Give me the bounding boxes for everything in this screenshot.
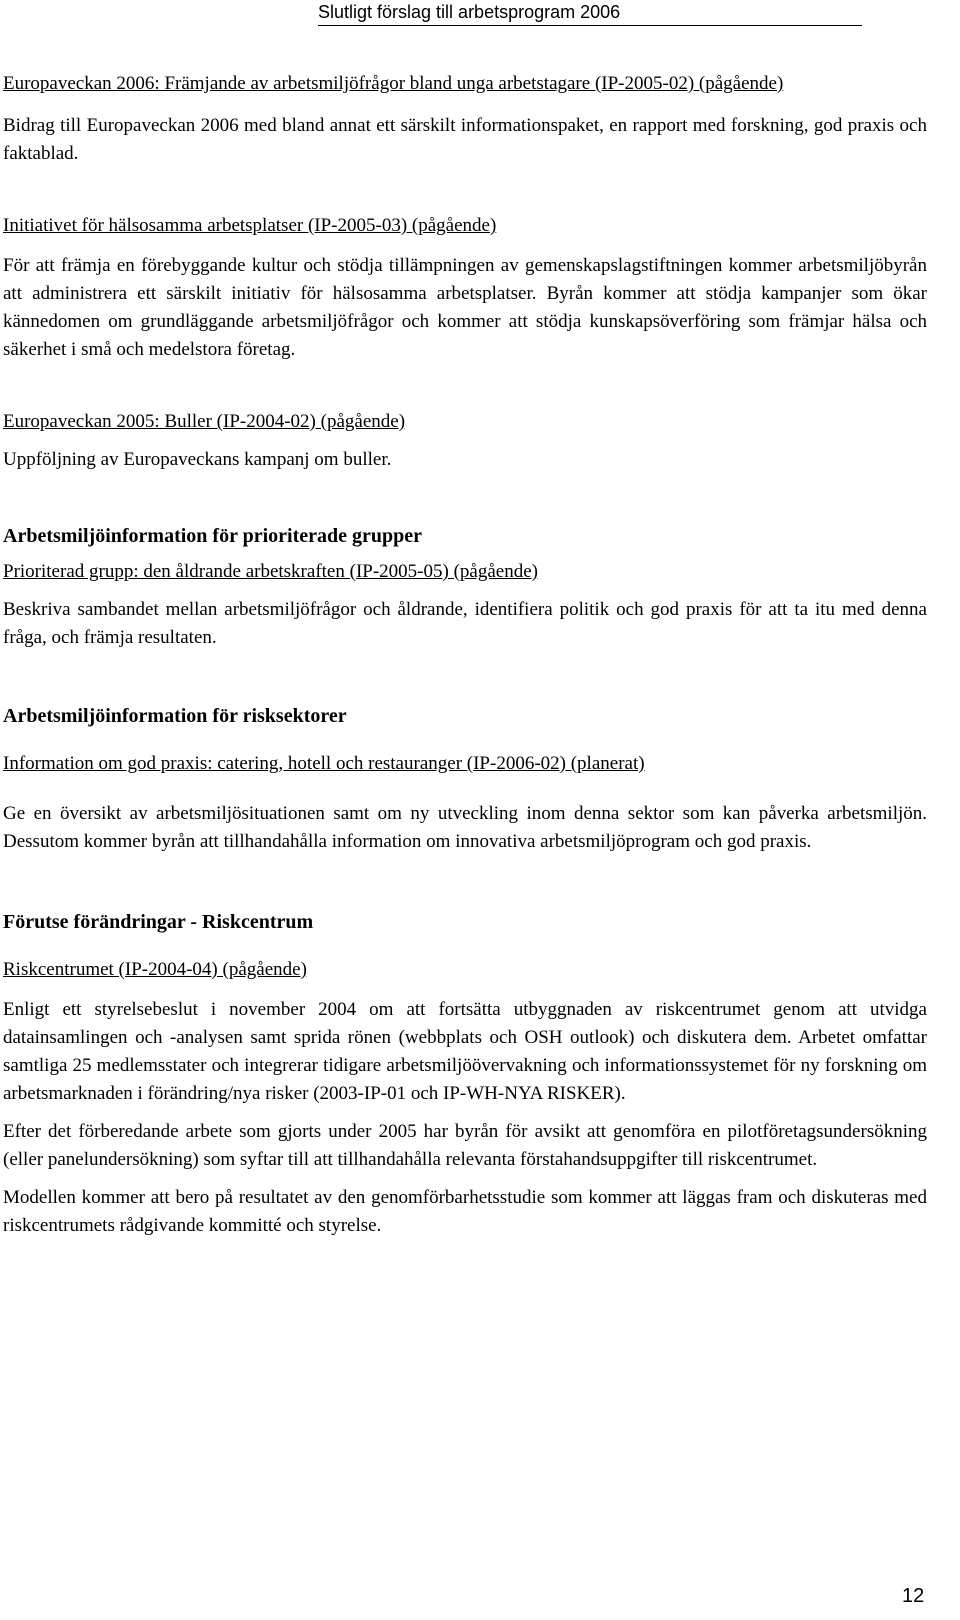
section-heading: Europaveckan 2006: Främjande av arbetsmiljöfrågor bland unga arbetstagare (IP-2005-02) (pågående) — [3, 73, 784, 94]
section-title: Arbetsmiljöinformation för risksektorer — [3, 705, 347, 727]
section-heading: Information om god praxis: catering, hotell och restauranger (IP-2006-02) (planerat) — [3, 753, 645, 774]
section-heading: Europaveckan 2005: Buller (IP-2004-02) (pågående) — [3, 411, 406, 432]
section-heading: Riskcentrumet (IP-2004-04) (pågående) — [3, 959, 307, 980]
section-paragraph-2: Efter det förberedande arbete som gjorts under 2005 har byrån för avsikt att genomföra en pilotföretagsundersökning (eller panelundersökning) som syftar till att tillhandahålla relevanta förstahandsuppgifter till riskcentrumet. — [3, 1121, 927, 1170]
section-paragraph: Uppföljning av Europaveckans kampanj om buller. — [3, 449, 392, 470]
section-heading: Initiativet för hälsosamma arbetsplatser (IP-2005-03) (pågående) — [3, 215, 497, 236]
page-number: 12 — [902, 1585, 925, 1607]
section-paragraph-3: Modellen kommer att bero på resultatet av den genomförbarhetsstudie som kommer att läggas fram och diskuteras med riskcentrumets rådgivande kommitté och styrelse. — [3, 1187, 927, 1236]
section-prioriterade-grupper — [3, 522, 927, 652]
section-riskcentrum — [3, 908, 927, 1240]
section-title: Arbetsmiljöinformation för prioriterade grupper — [3, 525, 422, 547]
section-heading: Prioriterad grupp: den åldrande arbetskraften (IP-2005-05) (pågående) — [3, 561, 538, 582]
section-europaveckan-2005 — [3, 408, 927, 474]
section-title: Förutse förändringar - Riskcentrum — [3, 911, 314, 933]
document-body — [3, 70, 927, 1240]
section-paragraph: Ge en översikt av arbetsmiljösituationen samt om ny utveckling inom denna sektor som kan påverka arbetsmiljön. Dessutom kommer byrån att tillhandahålla information om innovativa arbetsmiljöprogram och god praxis. — [3, 803, 927, 852]
section-paragraph-1: Enligt ett styrelsebeslut i november 2004 om att fortsätta utbyggnaden av riskcentrumet genom att utvidga datainsamlingen och -analysen samt sprida rönen (webbplats och OSH outlook) och diskutera dem. Arbetet omfattar samtliga 25 medlemsstater och integrerar tidigare arbetsmiljöövervakning och informationssystemet för ny forskning om arbetsmarknaden i förändring/nya risker (2003-IP-01 och IP-WH-NYA RISKER). — [3, 999, 927, 1104]
section-europaveckan-2006 — [3, 70, 927, 168]
section-paragraph: För att främja en förebyggande kultur och stödja tillämpningen av gemenskapslagstiftningen kommer arbetsmiljöbyrån att administrera ett särskilt initiativ för hälsosamma arbetsplatser. Byrån kommer att stödja kampanjer som ökar kännedomen om grundläggande arbetsmiljöfrågor och kommer att stödja kunskapsöverföring som främjar hälsa och säkerhet i små och medelstora företag. — [3, 255, 927, 360]
section-halsosamma-arbetsplatser — [3, 212, 927, 364]
section-paragraph: Beskriva sambandet mellan arbetsmiljöfrågor och åldrande, identifiera politik och god praxis för att ta itu med denna fråga, och främja resultaten. — [3, 599, 927, 648]
section-paragraph: Bidrag till Europaveckan 2006 med bland annat ett särskilt informationspaket, en rapport med forskning, god praxis och faktablad. — [3, 115, 927, 164]
section-risksektorer — [3, 702, 927, 856]
running-header: Slutligt förslag till arbetsprogram 2006 — [318, 0, 862, 26]
